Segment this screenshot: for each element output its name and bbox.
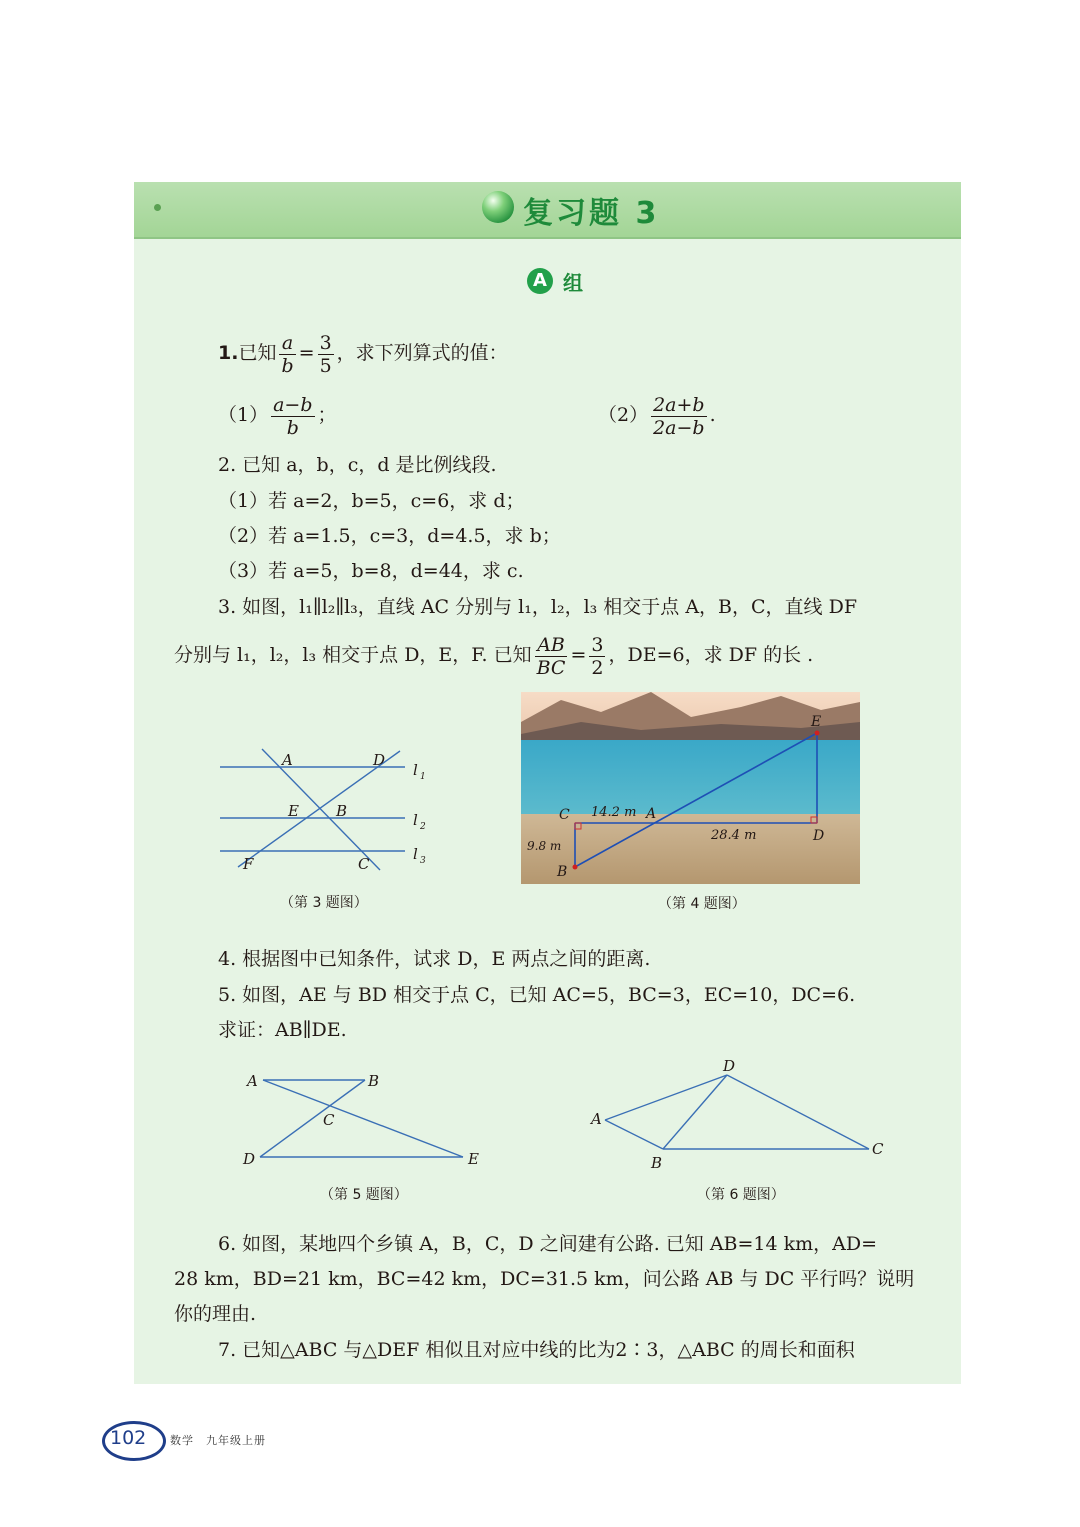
fig4-label-b: B <box>557 864 568 880</box>
q6-line3: 你的理由. <box>174 1303 257 1325</box>
fig3-label-f: F <box>243 855 254 873</box>
figure-4-photo <box>521 692 860 884</box>
svg-text:3: 3 <box>420 856 426 866</box>
fig3-label-a: A <box>282 751 293 769</box>
fig6-label-b: B <box>651 1154 663 1172</box>
q1-frac-ab: $\frac{a}{b}$ <box>281 331 294 377</box>
q1-part1: （1） $\frac{a-b}{b}$ ； <box>218 393 337 439</box>
fig4-dist-ca: 14.2 m <box>591 805 637 820</box>
fig3-label-l2: l <box>413 811 418 829</box>
q1-statement: 1.已知 $\frac{a}{b}$ = $\frac{3}{5}$ ，求下列算式的值： <box>218 331 508 377</box>
fig5-caption: （第 5 题图） <box>320 1187 408 1203</box>
figure-6 <box>585 1050 895 1175</box>
fig3-label-b: B <box>336 802 348 820</box>
fig3-label-e: E <box>288 802 299 820</box>
fig6-label-d: D <box>723 1057 736 1075</box>
fig3-label-l1: l <box>413 761 418 779</box>
fig4-caption: （第 4 题图） <box>658 896 746 912</box>
fig3-label-l3: l <box>413 845 418 863</box>
q3-line1: 3. 如图，l₁∥l₂∥l₃，直线 AC 分别与 l₁，l₂，l₃ 相交于点 A，B，C，直线 DF <box>218 596 858 618</box>
fig4-dist-ad: 28.4 m <box>711 828 757 843</box>
q3-line2: 分别与 l₁，l₂，l₃ 相交于点 D，E，F. 已知 $\frac{AB}{BC}$ = $\frac{3}{2}$ ，DE=6，求 DF 的长 . <box>174 633 814 679</box>
q1-frac-35: $\frac{3}{5}$ <box>319 331 332 377</box>
fig6-caption: （第 6 题图） <box>697 1187 785 1203</box>
globe-icon <box>482 191 514 223</box>
group-label: 组 <box>563 271 583 295</box>
fig5-label-e: E <box>468 1150 479 1168</box>
fig4-dist-cb: 9.8 m <box>527 839 562 853</box>
fig6-label-a: A <box>591 1110 602 1128</box>
fig6-label-c: C <box>872 1140 884 1158</box>
fig4-label-e: E <box>811 714 822 730</box>
q5-line2: 求证：AB∥DE. <box>218 1019 347 1041</box>
svg-text:1: 1 <box>420 772 426 782</box>
page-number: 102 <box>110 1427 147 1449</box>
q5-line1: 5. 如图，AE 与 BD 相交于点 C，已知 AC=5，BC=3，EC=10，DC=6. <box>218 984 856 1006</box>
q4-text: 4. 根据图中已知条件，试求 D，E 两点之间的距离. <box>218 948 651 970</box>
fig4-label-a: A <box>646 806 657 822</box>
fig4-label-d: D <box>813 828 825 844</box>
q6-line1: 6. 如图，某地四个乡镇 A，B，C，D 之间建有公路. 已知 AB=14 km，AD= <box>218 1233 878 1255</box>
q2-intro: 2. 已知 a，b，c，d 是比例线段. <box>218 454 497 476</box>
q2-part1: （1）若 a=2，b=5，c=6，求 d； <box>218 490 525 512</box>
fig3-caption: （第 3 题图） <box>280 895 368 911</box>
fig4-label-c: C <box>559 807 570 823</box>
fig5-label-c: C <box>323 1111 335 1129</box>
q2-part2: （2）若 a=1.5，c=3，d=4.5，求 b； <box>218 525 561 547</box>
fig5-label-b: B <box>368 1072 380 1090</box>
page-title: 复习题 3 <box>523 196 660 231</box>
banner-dot <box>154 204 161 211</box>
fig5-label-a: A <box>247 1072 258 1090</box>
fig5-label-d: D <box>243 1150 256 1168</box>
q2-part3: （3）若 a=5，b=8，d=44，求 c. <box>218 560 524 582</box>
q1-part2: （2） $\frac{2a+b}{2a-b}$ . <box>598 393 716 439</box>
figure-3 <box>210 745 440 880</box>
book-title: 数学 九年级上册 <box>170 1434 266 1447</box>
svg-text:2: 2 <box>420 822 426 832</box>
figure-5 <box>230 1060 500 1175</box>
fig3-label-d: D <box>373 751 386 769</box>
q6-line2: 28 km，BD=21 km，BC=42 km，DC=31.5 km，问公路 AB 与 DC 平行吗？说明 <box>174 1268 915 1290</box>
group-badge: A <box>527 268 553 294</box>
q7-line1: 7. 已知△ABC 与△DEF 相似且对应中线的比为2∶3，△ABC 的周长和面积 <box>218 1339 855 1361</box>
fig3-label-c: C <box>358 855 370 873</box>
